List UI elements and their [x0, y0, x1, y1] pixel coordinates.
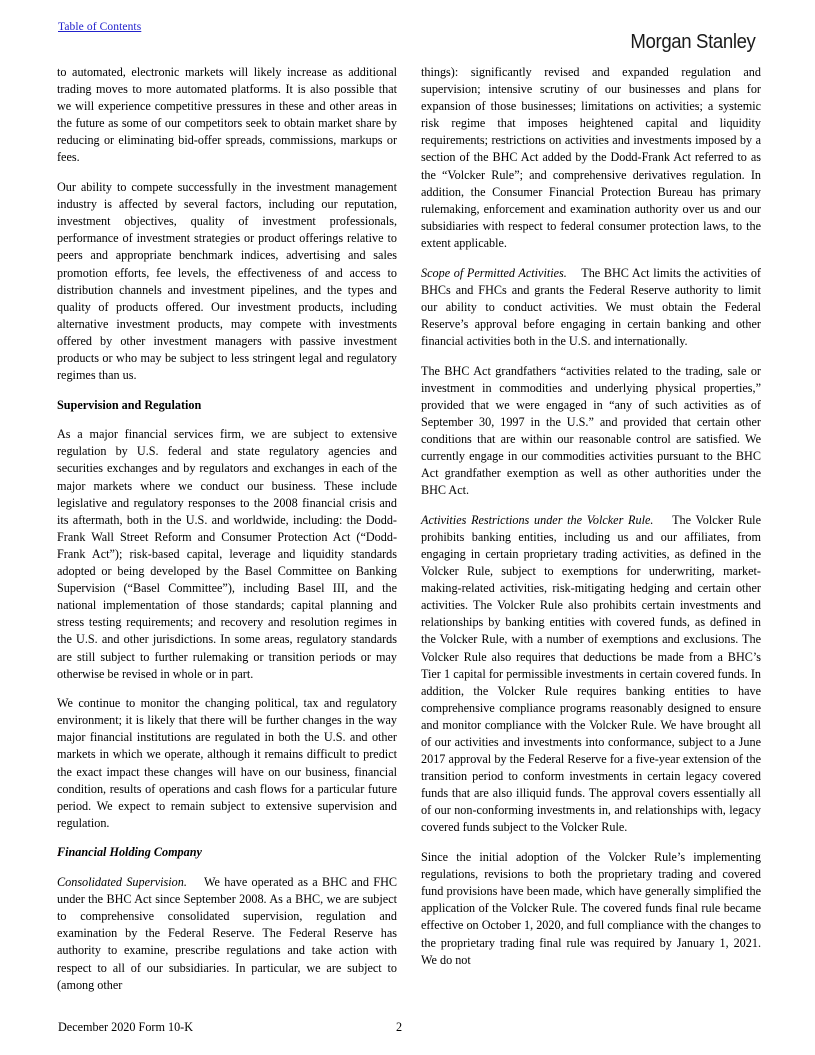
- page-header: [0, 0, 815, 64]
- morgan-stanley-logo: Morgan Stanley: [629, 31, 755, 53]
- right-text-column: [421, 64, 761, 1004]
- body-paragraph-with-runin: [421, 265, 761, 350]
- section-heading: Supervision and Regulation: [57, 397, 202, 412]
- table-of-contents-link[interactable]: Table of Contents: [58, 21, 142, 33]
- runin-spacer: [567, 266, 581, 280]
- body-paragraph-with-runin: [421, 512, 761, 837]
- body-paragraph: Our ability to compete successfully in the investment management industry is affected by several factors, including our reputation, investment objectives, quality of investment professionals, performance of investment strategies or product offerings relative to peers and appropriate benchmark indices, advertising and sales promotion efforts, fee levels, the effectiveness of and access to distribution channels and investment pipelines, and the types and quality of products offered. Our investment products, including alternative investment products, may compete with investments offered by other investment managers with passive investment products or who may be subject to less stringent legal and regulatory regimes than us.: [57, 180, 397, 383]
- body-paragraph: We continue to monitor the changing political, tax and regulatory environment; it is likely that there will be further changes in the way major financial institutions are regulated in both the U.S. and other markets in which we operate, although it remains difficult to predict the exact impact these changes will have on our business, financial condition, results of operations and cash flows for a particular future period. We expect to remain subject to extensive supervision and regulation.: [57, 696, 397, 830]
- runin-heading: Consolidated Supervision.: [57, 875, 187, 890]
- body-paragraph: things): significantly revised and expanded regulation and supervision; intensive scrutiny of our businesses and plans for expansion of those businesses; limitations on activities; a systemic risk regime that imposes heightened capital and liquidity requirements; restrictions on activities and investments imposed by a section of the BHC Act added by the Dodd-Frank Act referred to as the “Volcker Rule”; and comprehensive derivatives regulation. In addition, the Consumer Financial Protection Bureau has primary rulemaking, enforcement and examination authority over us and our subsidiaries with respect to federal consumer protection laws, to the extent applicable.: [421, 65, 761, 250]
- body-paragraph: Since the initial adoption of the Volcker Rule’s implementing regulations, revisions to both the proprietary trading and covered fund provisions have been made, which have generally simplified the application of the Volcker Rule. The covered funds final rule became effective on October 1, 2020, and full compliance with the changes to the proprietary trading final rule was required by January 1, 2021. We do not: [421, 850, 761, 967]
- paragraph-text: The Volcker Rule prohibits banking entities, including us and our affiliates, from engaging in certain proprietary trading activities, as defined in the Volcker Rule, subject to exemptions for underwriting, market-making-related activities, risk-mitigating hedging and certain other activities. The Volcker Rule also prohibits certain investments and relationships by banking entities with covered funds, as defined in the Volcker Rule, with a number of exemptions and exclusions. The Volcker Rule also requires that deductions be made from a BHC’s Tier 1 capital for permissible investments in certain covered funds. In addition, the Volcker Rule requires banking entities to have comprehensive compliance programs reasonably designed to ensure and monitor compliance with the Volcker Rule. We have brought all of our activities and investments into conformance, subject to a June 2017 approval by the Federal Reserve for a five-year extension of the transition period to conform investments in certain legacy covered funds that are also illiquid funds. The approval covers essentially all of our non-conforming investments in, and relationships with, legacy covered funds subject to the Volcker Rule.: [421, 512, 761, 835]
- runin-heading: Scope of Permitted Activities.: [421, 265, 567, 280]
- left-text-column: [57, 64, 397, 1004]
- runin-spacer: [187, 875, 204, 889]
- subsection-heading: Financial Holding Company: [57, 845, 202, 860]
- footer-document-label: December 2020 Form 10-K: [58, 1020, 194, 1034]
- body-paragraph: to automated, electronic markets will likely increase as additional trading moves to more automated platforms. It is also possible that we will experience competitive pressures in these and other areas in the future as some of our competitors seek to obtain market share by reducing or eliminating bid-offer spreads, commissions, markups or fees.: [57, 65, 397, 165]
- body-paragraph: As a major financial services firm, we are subject to extensive regulation by U.S. federal and state regulatory agencies and securities exchanges and by regulators and exchanges in each of the major markets where we conduct our business. These include legislative and regulatory responses to the 2008 financial crisis and its aftermath, both in the U.S. and worldwide, including: the Dodd-Frank Wall Street Reform and Consumer Protection Act (“Dodd-Frank Act”); risk-based capital, leverage and liquidity standards adopted or being developed by the Basel Committee on Banking Supervision (“Basel Committee”), including Basel III, and the national implementation of those standards; capital planning and stress testing requirements; and recovery and resolution regimes in the U.S. and other jurisdictions. In some areas, regulatory standards are still subject to further rulemaking or transition periods or may otherwise be revised in whole or in part.: [57, 427, 397, 681]
- paragraph-text: The BHC Act limits the activities of BHCs and FHCs and grants the Federal Reserve authority to limit our ability to conduct activities. We must obtain the Federal Reserve’s approval before engaging in certain banking and other financial activities both in the U.S. and internationally.: [421, 265, 761, 348]
- body-paragraph-with-runin: [57, 874, 397, 994]
- body-columns: [57, 64, 760, 1004]
- page-footer: [0, 1005, 815, 1055]
- body-paragraph: The BHC Act grandfathers “activities related to the trading, sale or investment in commodities and underlying physical properties,” provided that we were engaged in “any of such activities as of September 30, 1997 in the U.S.” and provided that certain other conditions that are within our reasonable control are satisfied. We currently engage in our commodities activities pursuant to the BHC Act grandfather exemption as well as other authorities under the BHC Act.: [421, 363, 761, 498]
- footer-page-number: 2: [396, 1020, 403, 1034]
- paragraph-text: We have operated as a BHC and FHC under the BHC Act since September 2008. As a BHC, we are subject to comprehensive consolidated supervision, regulation and examination by the Federal Reserve. The Federal Reserve has authority to examine, prescribe regulations and take action with respect to all of our subsidiaries. In particular, we are subject to (among other: [57, 875, 397, 992]
- runin-heading: Activities Restrictions under the Volcker Rule.: [421, 512, 654, 527]
- runin-spacer: [653, 513, 672, 527]
